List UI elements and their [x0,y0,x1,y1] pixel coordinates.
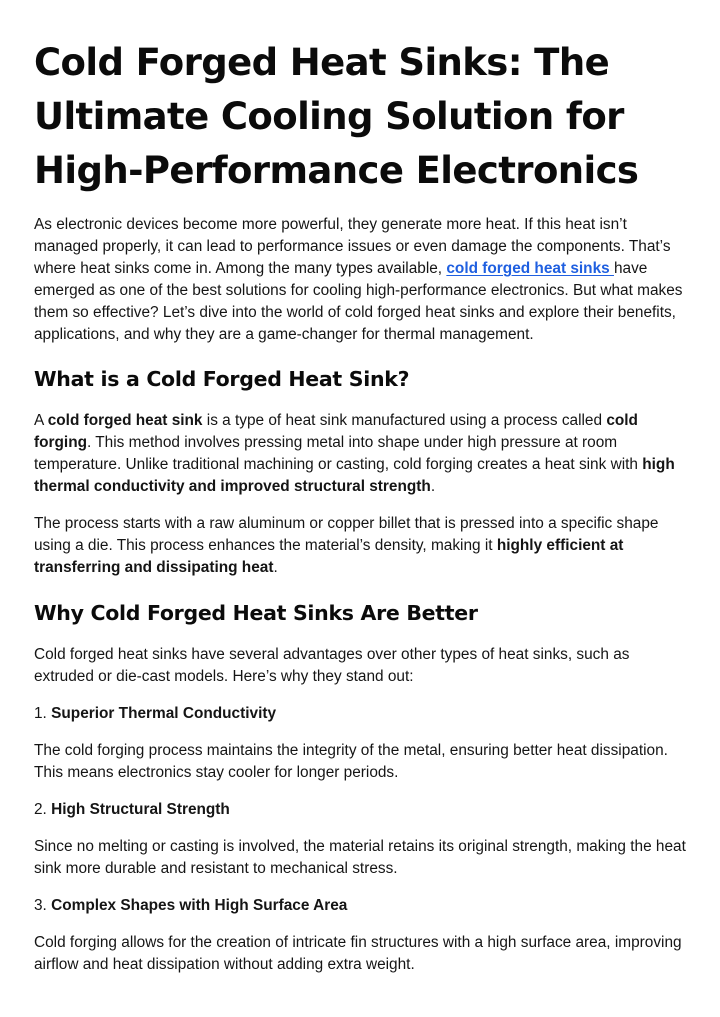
cold-forged-heat-sinks-link[interactable]: cold forged heat sinks [446,260,614,277]
text: . [430,478,436,495]
list-item-title: Complex Shapes with High Surface Area [51,897,348,914]
list-number: 2. [34,801,52,818]
numbered-heading-1 [34,703,686,725]
intro-text-before-link: As electronic devices become more powerful, they generate more heat. If this heat isn’t managed properly, it can lead to performance issues or even damage the components. That’s where heat sinks come in. Among the many types available, [34,216,671,277]
section-heading-what-is: What is a Cold Forged Heat Sink? [34,367,410,391]
intro-paragraph [34,214,686,346]
numbered-body-1: The cold forging process maintains the integrity of the metal, ensuring better heat dissipation. This means electronics stay cooler for longer periods. [34,742,668,781]
numbered-heading-3 [34,895,686,917]
intro-text-after-link: have emerged as one of the best solutions for cooling high-performance electronics. But what makes them so effective? Let’s dive into the world of cold forged heat sinks and explore their benefits, applications, and why they are a game-changer for thermal management. [34,260,683,343]
bold-phrase-thermal-strength: high thermal conductivity and improved structural strength [34,456,675,495]
bold-term-cold-forging: cold forging [34,412,638,451]
text: . This method involves pressing metal into shape under high pressure at room temperature. Unlike traditional machining or casting, cold forging creates a heat sink with [34,434,643,473]
bold-term-cold-forged-heat-sink: cold forged heat sink [47,412,203,429]
list-item-title: High Structural Strength [51,801,230,818]
text: is a type of heat sink manufactured using a process called [202,412,607,429]
page-title: Cold Forged Heat Sinks: The Ultimate Cooling Solution for High-Performance Electronics [34,41,639,192]
bold-phrase-efficient: highly efficient at transferring and dissipating heat [34,537,624,576]
text: The process starts with a raw aluminum or copper billet that is pressed into a specific shape using a die. This process enhances the material’s density, making it [34,515,659,554]
numbered-heading-2 [34,799,686,821]
section-heading-why-better: Why Cold Forged Heat Sinks Are Better [34,601,478,625]
what-is-paragraph-1 [34,410,686,498]
text: A [34,412,48,429]
text: . [273,559,278,576]
list-item-title: Superior Thermal Conductivity [51,705,277,722]
numbered-body-2: Since no melting or casting is involved, the material retains its original strength, making the heat sink more durable and resistant to mechanical stress. [34,838,686,877]
article [34,36,686,976]
list-number: 3. [34,897,52,914]
why-intro-paragraph: Cold forged heat sinks have several advantages over other types of heat sinks, such as extruded or die-cast models. Here’s why they stand out: [34,646,630,685]
what-is-paragraph-2 [34,513,686,579]
list-number: 1. [34,705,52,722]
numbered-body-3: Cold forging allows for the creation of intricate fin structures with a high surface area, improving airflow and heat dissipation without adding extra weight. [34,934,682,973]
